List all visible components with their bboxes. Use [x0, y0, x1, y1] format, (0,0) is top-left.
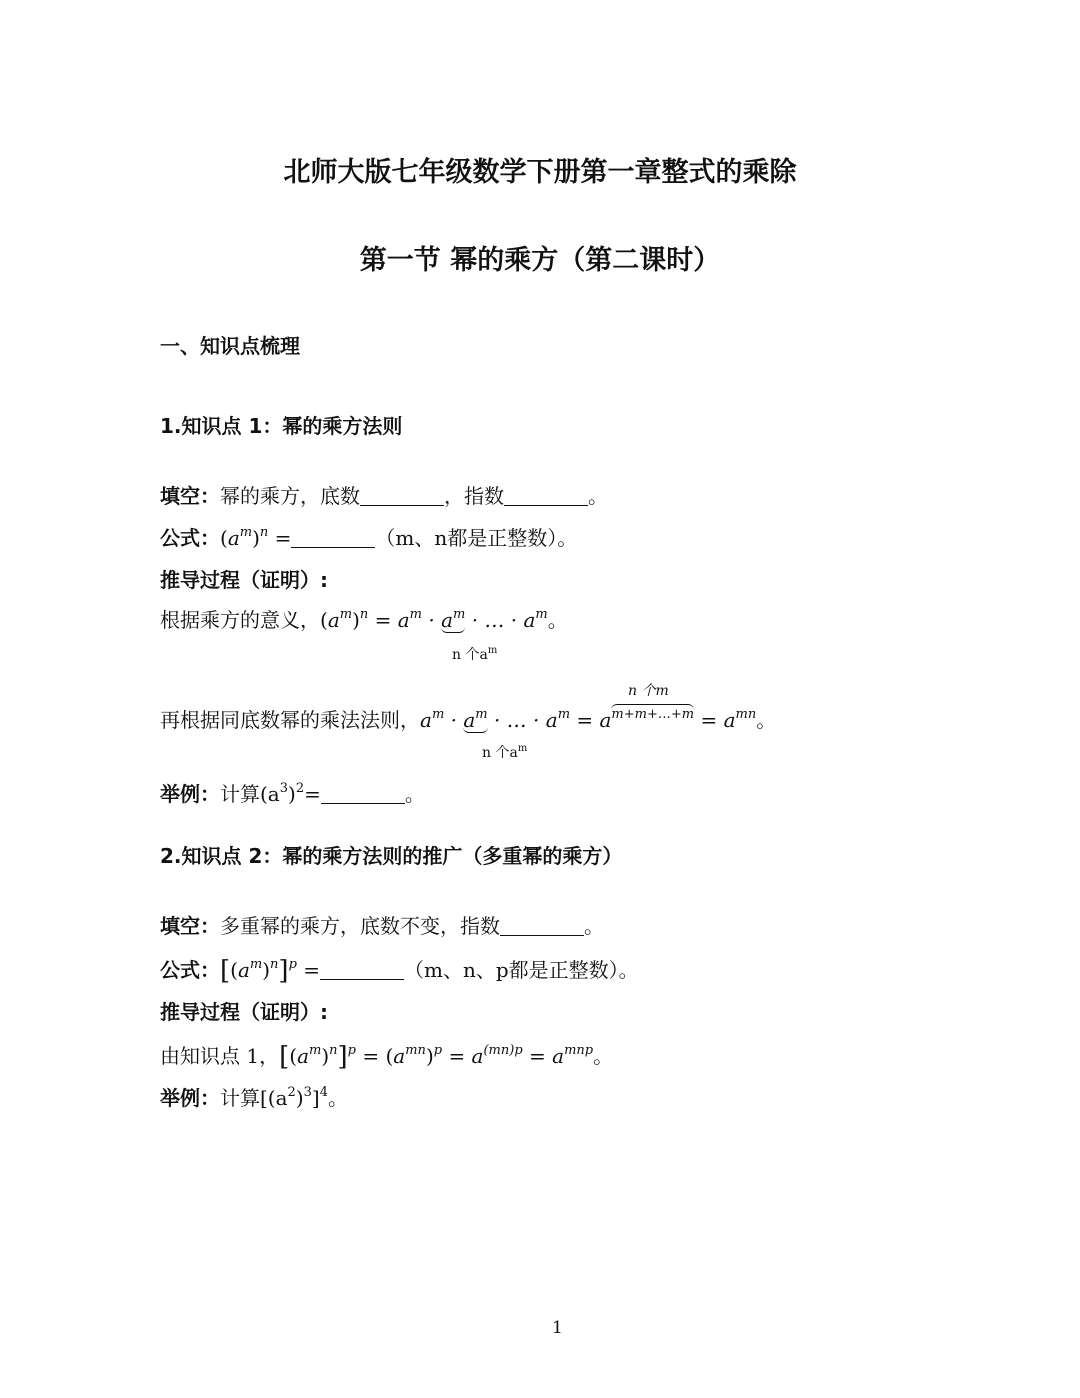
kp1-step1-text: 根据乘方的意义， [160, 608, 320, 632]
section-heading: 一、知识点梳理 [160, 334, 300, 358]
page-number: 1 [552, 1318, 563, 1338]
kp2-blank-exponent [500, 915, 584, 936]
kp1-step1-expr: $(a^m)^n = a^m \cdot a^m$ · … · $a^m$ [320, 607, 548, 632]
kp1-fill-text-b: ，指数 [444, 484, 504, 508]
kp2-blank-formula [320, 959, 404, 980]
kp1-step1-underbrace-label: n 个$a^m$ [452, 645, 498, 663]
kp2-step-text: 由知识点 1， [160, 1044, 280, 1068]
kp2-formula-line [160, 954, 639, 986]
kp2-example-label: 举例： [160, 1086, 220, 1110]
kp1-step2-text: 再根据同底数幂的乘法法则， [160, 708, 420, 732]
kp1-step2-expr: $a^m \cdot a^m$ · … · $a^m = a^{m+m+\dots+m}$ = $a^{mn}$ [420, 708, 756, 732]
document-title: 北师大版七年级数学下册第一章整式的乘除 [283, 157, 797, 188]
kp1-formula-note: （m、n都是正整数）。 [375, 526, 578, 550]
kp2-fill-text: 多重幂的乘方，底数不变，指数 [220, 914, 500, 938]
kp2-heading: 2.知识点 2：幂的乘方法则的推广（多重幂的乘方） [160, 844, 623, 868]
kp1-formula-label: 公式： [160, 526, 220, 550]
kp1-example-line [160, 778, 425, 807]
kp2-fill-label: 填空： [160, 914, 220, 938]
kp2-step-line: 由知识点 1，$[(a^m)^n]^p = (a^{mn})^p = a^{(mn)p} = a^{mnp}$。 [160, 1042, 614, 1072]
kp2-example-line [160, 1082, 348, 1111]
document-subtitle: 第一节 幂的乘方（第二课时） [359, 245, 721, 276]
kp2-fill-end: 。 [584, 914, 604, 938]
kp1-fill-text-a: 幂的乘方，底数 [220, 484, 360, 508]
kp2-formula-expr: $[(a^m)^n]^p$ = [220, 956, 321, 986]
kp1-formula-line [160, 522, 577, 551]
kp1-fill-end: 。 [588, 484, 608, 508]
kp1-derive-label: 推导过程（证明）: [160, 568, 328, 592]
kp2-example-text: 计算$[(a^2)^3]^4$。 [220, 1085, 348, 1110]
kp1-example-label: 举例： [160, 782, 220, 806]
kp1-blank-formula [291, 527, 375, 548]
kp1-formula-expr: $(a^m)^n$ = [220, 525, 292, 550]
kp1-blank-exponent [504, 485, 588, 506]
kp1-blank-base [360, 485, 444, 506]
kp2-step-expr: $[(a^m)^n]^p = (a^{mn})^p = a^{(mn)p} = a^{mnp}$ [279, 1042, 594, 1072]
kp2-derive-label: 推导过程（证明）: [160, 1000, 328, 1024]
kp1-step2-underbrace-label: n 个$a^m$ [482, 743, 528, 761]
kp2-fill-line [160, 910, 604, 939]
kp1-example-text: 计算$(a^3)^2=$ [220, 781, 321, 806]
kp1-fill-line [160, 480, 608, 509]
kp1-heading: 1.知识点 1：幂的乘方法则 [160, 414, 403, 438]
kp1-step2-overbrace-label: n 个m [628, 683, 669, 699]
kp2-formula-label: 公式： [160, 958, 220, 982]
kp1-example-end: 。 [404, 782, 425, 806]
kp1-step1-line: 根据乘方的意义，$(a^m)^n = a^m \cdot a^m$ · … · $a^m$。 [160, 607, 568, 632]
kp2-formula-note: （m、n、p都是正整数）。 [404, 958, 639, 982]
kp1-fill-label: 填空： [160, 484, 220, 508]
kp1-blank-example [321, 783, 405, 804]
kp1-step2-line: 再根据同底数幂的乘法法则，$a^m \cdot a^m$ · … · $a^m = a^{m+m+\dots+m}$ = $a^{mn}$。 [160, 704, 776, 733]
